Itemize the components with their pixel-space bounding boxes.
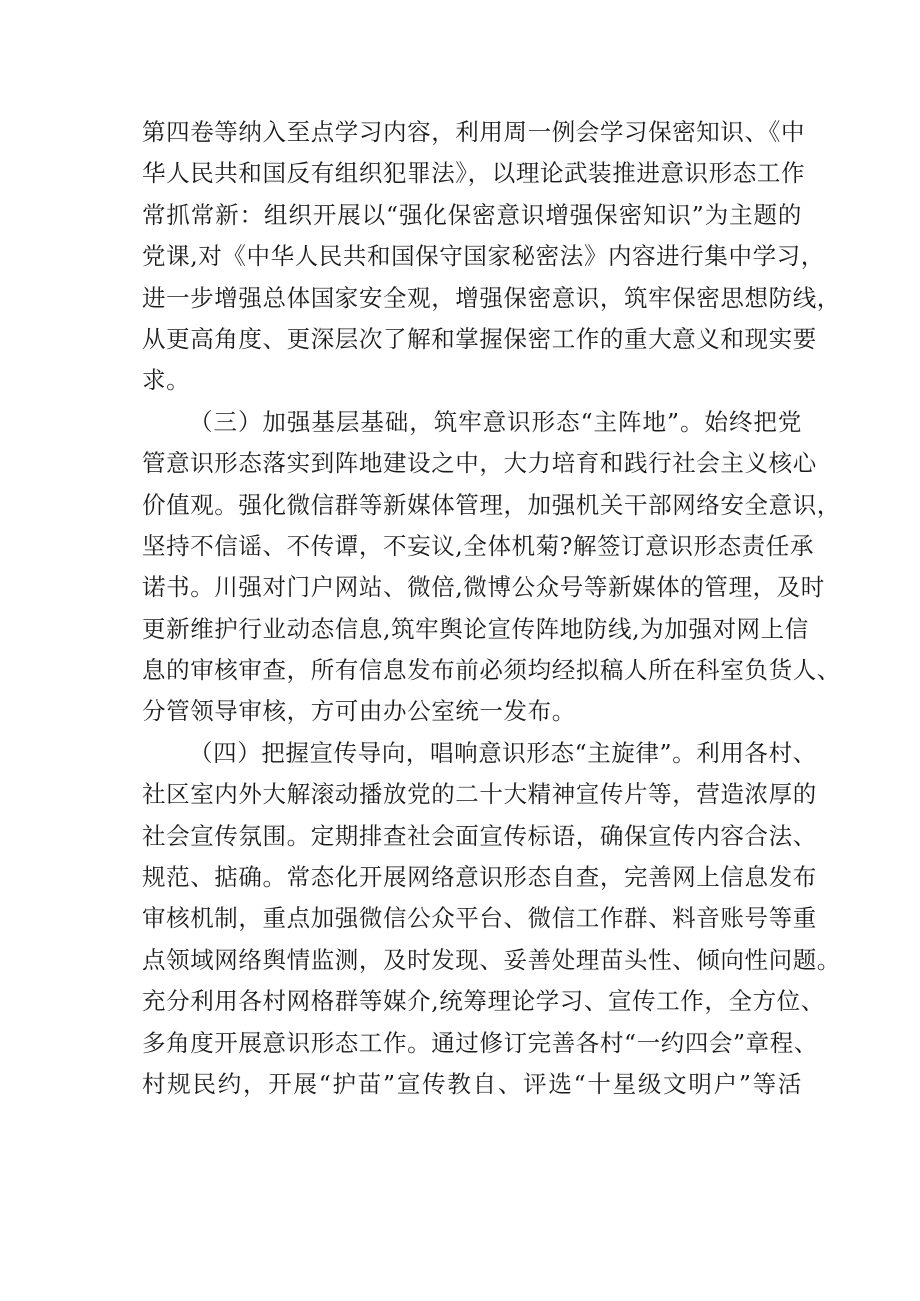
paragraph-1-line-2: 华人民共和国反有组织犯罪法》，以理论武装推进意识形态工作 (142, 159, 806, 188)
paragraph-3-line-7: 充分利用各村网格群等媒介,统筹理论学习、宣传工作，全方位、 (142, 987, 825, 1016)
paragraph-1-line-3: 常抓常新：组织开展以“强化保密意识增强保密知识”为主题的 (142, 200, 802, 229)
paragraph-2-line-6: 更新维护行业动态信息,筑牢舆论宣传阵地防线,为加强对网上信 (142, 614, 809, 643)
paragraph-2-line-3: 价值观。强化微信群等新媒体管理，加强机关干部网络安全意识， (142, 490, 841, 519)
paragraph-2-line-4: 坚持不信谣、不传谭，不妄议,全体机菊?解签订意识形态责任承 (142, 531, 814, 560)
paragraph-3-line-1: （四）把握宣传导向，唱响意识形态“主旋律”。利用各村、 (189, 738, 817, 767)
document-body (142, 112, 841, 1105)
paragraph-1-line-7: 求。 (142, 366, 191, 395)
paragraph-2-line-7: 息的审核审查，所有信息发布前必须均经拟稿人所在科室负货人、 (142, 656, 841, 685)
paragraph-2-line-8: 分管领导审核，方可由办公室统一发布。 (142, 697, 576, 726)
paragraph-1-line-6: 从更高角度、更深层次了解和掌握保密工作的重大意义和现实要 (142, 324, 817, 353)
paragraph-1-line-4: 党课,对《中华人民共和国保守国家秘密法》内容进行集中学习， (142, 242, 825, 271)
paragraph-3-line-2: 社区室内外大解滚动播放党的二十大精神宣传片等，营造浓厚的 (142, 780, 817, 809)
paragraph-3-line-5: 审核机制，重点加强微信公众平台、微信工作群、料音账号等重 (142, 904, 817, 933)
paragraph-2-line-5: 诺书。川强对门户网站、微倍,微博公众号等新媒体的管理，及时 (142, 573, 825, 602)
paragraph-3-line-4: 规范、掂确。常态化开展网络意识形态自查，完善网上信息发布 (142, 863, 817, 892)
paragraph-2-line-2: 管意识形态落实到阵地建设之中，大力培育和践行社会主义核心 (142, 449, 817, 478)
paragraph-3-line-6: 点领域网络舆情监测，及时发现、妥善处理苗头性、倾向性问题。 (142, 945, 841, 974)
paragraph-1-line-1: 第四卷等纳入至点学习内容，利用周一例会学习保密知识、《中 (142, 118, 806, 146)
paragraph-3-line-9: 村规民约，开展“护苗”宣传教自、评选“十星级文明户”等活 (142, 1069, 802, 1098)
paragraph-1-line-5: 进一步增强总体国家安全观，增强保密意识，筑牢保密思想防线， (142, 283, 841, 312)
paragraph-2-line-1: （三）加强基层基础，筑牢意识形态“主阵地”。始终把党 (189, 407, 802, 436)
paragraph-3-line-8: 多角度开展意识形态工作。通过修订完善各村“一约四会”章程、 (142, 1028, 818, 1057)
paragraph-3-line-3: 社会宣传氛围。定期排查社会面宣传标语，确保宣传内容合法、 (142, 821, 817, 850)
